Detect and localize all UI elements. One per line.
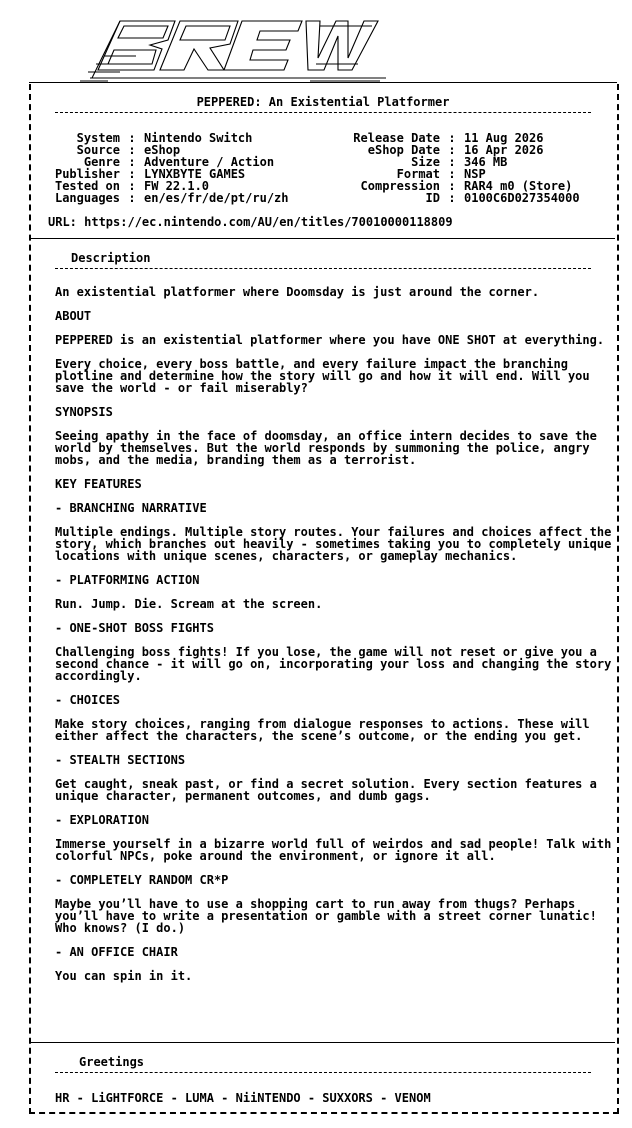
feature-label: - COMPLETELY RANDOM CR*P [55, 873, 229, 887]
meta-value: 0100C6D027354000 [464, 191, 580, 205]
paragraph: Challenging boss fights! If you lose, the game will not reset or give you a second chance - it will go on, incorporating your loss and changing the story accordingly. [55, 645, 612, 683]
meta-row [344, 156, 580, 168]
meta-row [48, 192, 289, 204]
feature-label: - BRANCHING NARRATIVE [55, 501, 207, 515]
paragraph: You can spin in it. [55, 969, 193, 983]
paragraph: An existential platformer where Doomsday is just around the corner. [55, 285, 540, 299]
meta-value: Adventure / Action [144, 155, 275, 169]
meta-key: Genre [83, 155, 120, 169]
section-label: KEY FEATURES [55, 477, 142, 491]
feature-label: - PLATFORMING ACTION [55, 573, 200, 587]
section-divider [31, 238, 615, 239]
meta-key: ID [425, 191, 440, 205]
meta-key: Languages [54, 191, 120, 205]
meta-key: Compression [360, 179, 440, 193]
meta-key: System [76, 131, 120, 145]
meta-sep: : [128, 167, 136, 181]
greetings-heading: Greetings [79, 1055, 145, 1069]
meta-sep: : [448, 155, 456, 169]
section-label: SYNOPSIS [55, 405, 113, 419]
paragraph: Immerse yourself in a bizarre world full of weirdos and sad people! Talk with colorful NPCs, poke around the environment, or ignore it all. [55, 837, 612, 863]
title-divider [55, 112, 591, 113]
feature-label: - EXPLORATION [55, 813, 149, 827]
meta-key: eShop Date [367, 143, 440, 157]
meta-value: RAR4 m0 (Store) [464, 179, 573, 193]
feature-label: - CHOICES [55, 693, 121, 707]
paragraph: Get caught, sneak past, or find a secret solution. Every section features a unique character, permanent outcomes, and dumb gags. [55, 777, 597, 803]
paragraph: Run. Jump. Die. Scream at the screen. [55, 597, 323, 611]
meta-sep: : [128, 131, 136, 145]
metadata-right [344, 132, 580, 204]
brews-logo [80, 18, 390, 82]
meta-sep: : [128, 191, 136, 205]
meta-value: en/es/fr/de/pt/ru/zh [144, 191, 289, 205]
meta-key: Source [76, 143, 120, 157]
meta-value: LYNXBYTE GAMES [144, 167, 246, 181]
description-heading: Description [71, 251, 151, 265]
meta-value: eShop [144, 143, 181, 157]
meta-key: Format [396, 167, 440, 181]
meta-sep: : [128, 155, 136, 169]
feature-label: - ONE-SHOT BOSS FIGHTS [55, 621, 214, 635]
meta-row [344, 192, 580, 204]
section-divider [31, 1042, 615, 1043]
meta-value: FW 22.1.0 [144, 179, 210, 193]
section-label: ABOUT [55, 309, 92, 323]
meta-key: Release Date [353, 131, 440, 145]
meta-sep: : [448, 191, 456, 205]
heading-underline [55, 1072, 591, 1073]
meta-key: Tested on [54, 179, 120, 193]
meta-row [344, 144, 580, 156]
meta-sep: : [448, 131, 456, 145]
paragraph: PEPPERED is an existential platformer where you have ONE SHOT at everything. [55, 333, 605, 347]
feature-label: - STEALTH SECTIONS [55, 753, 186, 767]
frame-top-line [29, 82, 617, 83]
meta-value: NSP [464, 167, 486, 181]
paragraph: Make story choices, ranging from dialogue responses to actions. These will either affect the characters, the scene’s outcome, or the ending you get. [55, 717, 590, 743]
description-body [55, 286, 613, 994]
meta-sep: : [448, 143, 456, 157]
greetings-list: HR - LiGHTFORCE - LUMA - NiiNTENDO - SUXXORS - VENOM [55, 1091, 431, 1105]
paragraph: Multiple endings. Multiple story routes. Your failures and choices affect the story, which branches out heavily - sometimes taking you to completely unique locations with unique scenes, characters, or gameplay mechanics. [55, 525, 612, 563]
meta-sep: : [128, 179, 136, 193]
meta-value: 346 MB [464, 155, 508, 169]
meta-value: Nintendo Switch [144, 131, 253, 145]
paragraph: Maybe you’ll have to use a shopping cart to run away from thugs? Perhaps you’ll have to write a presentation or gamble with a street corner lunatic! Who knows? (I do.) [55, 897, 597, 935]
paragraph: Seeing apathy in the face of doomsday, an office intern decides to save the world by themselves. But the world responds by summoning the police, angry mobs, and the media, branding them as a terrorist. [55, 429, 597, 467]
url-line: URL: https://ec.nintendo.com/AU/en/titles/70010000118809 [48, 215, 453, 229]
page-title: PEPPERED: An Existential Platformer [196, 95, 450, 109]
feature-label: - AN OFFICE CHAIR [55, 945, 178, 959]
meta-key: Publisher [54, 167, 120, 181]
paragraph: Every choice, every boss battle, and every failure impact the branching plotline and determine how the story will go and how it will end. Will you save the world - or fail miserably? [55, 357, 590, 395]
metadata-left [48, 132, 289, 204]
meta-value: 16 Apr 2026 [464, 143, 544, 157]
meta-value: 11 Aug 2026 [464, 131, 544, 145]
meta-sep: : [128, 143, 136, 157]
meta-sep: : [448, 179, 456, 193]
meta-key: Size [411, 155, 440, 169]
heading-underline [55, 268, 591, 269]
meta-sep: : [448, 167, 456, 181]
